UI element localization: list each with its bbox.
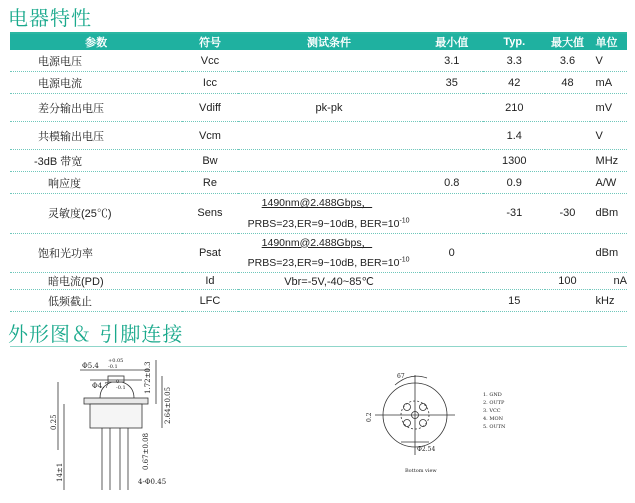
cell-typ: 1300 bbox=[483, 150, 545, 172]
cell-min bbox=[420, 150, 483, 172]
cell-param: 共模输出电压 bbox=[10, 122, 182, 150]
pin-label: 3. VCC bbox=[483, 408, 501, 414]
cell-typ: 1.4 bbox=[483, 122, 545, 150]
header-param: 参数 bbox=[10, 34, 182, 50]
dim-d47-tol: 0 bbox=[116, 379, 120, 385]
condition-line2-text: PRBS=23,ER=9~10dB, BER=10 bbox=[247, 257, 400, 269]
dim-pitch: Φ2.54 bbox=[417, 446, 436, 453]
condition-exp: -10 bbox=[399, 256, 410, 264]
header-typ: Typ. bbox=[483, 34, 545, 50]
table-row bbox=[10, 273, 627, 290]
cell-typ: 210 bbox=[483, 94, 545, 122]
dim-d54: Φ5.4 bbox=[82, 362, 99, 370]
cell-condition bbox=[238, 290, 421, 312]
dim-067: 0.67±0.08 bbox=[142, 432, 150, 470]
cell-param: 暗电流(PD) bbox=[10, 273, 182, 290]
cell-typ: 3.3 bbox=[483, 50, 545, 72]
dim-14: 14±1 bbox=[56, 462, 64, 482]
cell-unit: dBm bbox=[590, 233, 627, 273]
cell-max bbox=[545, 94, 589, 122]
cell-symbol: Vcm bbox=[182, 122, 237, 150]
cell-condition: pk-pk bbox=[238, 94, 421, 122]
condition-line2 bbox=[248, 257, 410, 269]
section-title-outline: 外形图＆ 引脚连接 bbox=[8, 322, 184, 346]
cell-unit: nA bbox=[590, 273, 627, 290]
header-min: 最小值 bbox=[420, 34, 483, 50]
dim-angle: 67 bbox=[397, 373, 405, 380]
cell-symbol: Id bbox=[182, 273, 237, 290]
flange bbox=[84, 398, 148, 404]
cell-max: 3.6 bbox=[545, 50, 589, 72]
bottom-pin bbox=[404, 420, 411, 427]
cell-param: 差分输出电压 bbox=[10, 94, 182, 122]
cell-condition bbox=[238, 194, 421, 234]
cell-min bbox=[420, 122, 483, 150]
cell-max: 100 bbox=[545, 273, 589, 290]
cell-unit: MHz bbox=[590, 150, 627, 172]
cell-unit: V bbox=[590, 50, 627, 72]
cell-max bbox=[545, 233, 589, 273]
cell-symbol: Re bbox=[182, 172, 237, 194]
cell-param: -3dB 带宽 bbox=[10, 150, 182, 172]
cell-unit: mV bbox=[590, 94, 627, 122]
cell-symbol: Bw bbox=[182, 150, 237, 172]
condition-line2-text: PRBS=23,ER=9~10dB, BER=10 bbox=[247, 217, 400, 230]
cell-symbol: Vdiff bbox=[182, 94, 237, 122]
cell-min: 0 bbox=[420, 233, 483, 273]
table-row bbox=[10, 290, 627, 312]
table-row bbox=[10, 172, 627, 194]
body bbox=[90, 404, 142, 428]
bottom-pin bbox=[404, 404, 411, 411]
header-unit: 单位 bbox=[590, 34, 627, 50]
cell-param: 电源电流 bbox=[10, 72, 182, 94]
cell-unit: A/W bbox=[590, 172, 627, 194]
cell-typ: 15 bbox=[483, 290, 545, 312]
dim-025: 0.25 bbox=[50, 414, 58, 430]
title-rule-2 bbox=[10, 346, 627, 347]
pin-label: 1. GND bbox=[483, 392, 502, 398]
table-row bbox=[10, 72, 627, 94]
cell-typ: -31 bbox=[483, 194, 545, 234]
cell-max bbox=[545, 122, 589, 150]
cell-symbol: Psat bbox=[182, 233, 237, 273]
section-title-electrical: 电器特性 bbox=[8, 6, 92, 30]
dim-d54-tol: +0.05 bbox=[108, 358, 124, 364]
table-header-row bbox=[10, 34, 627, 50]
package-side-view bbox=[50, 350, 180, 500]
cell-max: -30 bbox=[545, 194, 589, 234]
bottom-pin bbox=[420, 404, 427, 411]
cell-condition bbox=[238, 122, 421, 150]
cell-symbol: Vcc bbox=[182, 50, 237, 72]
header-condition: 测试条件 bbox=[238, 34, 421, 50]
cell-min bbox=[420, 94, 483, 122]
header-symbol: 符号 bbox=[182, 34, 237, 50]
cell-condition: Vbr=-5V,-40~85℃ bbox=[238, 273, 421, 290]
cell-max bbox=[545, 150, 589, 172]
cell-condition bbox=[238, 50, 421, 72]
table-row bbox=[10, 194, 627, 234]
cell-min: 0.8 bbox=[420, 172, 483, 194]
cell-param: 电源电压 bbox=[10, 50, 182, 72]
cell-param: 饱和光功率 bbox=[10, 233, 182, 273]
dim-264: 2.64±0.05 bbox=[164, 386, 172, 424]
cell-min: 3.1 bbox=[420, 50, 483, 72]
table-row bbox=[10, 122, 627, 150]
package-bottom-view bbox=[355, 360, 535, 490]
dim-172: 1.72±0.3 bbox=[144, 361, 152, 394]
pin-label: 5. OUTN bbox=[483, 424, 506, 430]
bottom-view-label: Bottom view bbox=[405, 468, 437, 474]
bottom-pin bbox=[420, 420, 427, 427]
cell-min bbox=[420, 273, 483, 290]
condition-line2 bbox=[248, 218, 410, 230]
condition-line1: 1490nm@2.488Gbps， bbox=[261, 236, 373, 249]
table-row bbox=[10, 233, 627, 273]
condition-line1: 1490nm@2.488Gbps， bbox=[261, 197, 373, 209]
cell-param: 灵敏度(25℃) bbox=[10, 194, 182, 234]
cell-typ bbox=[483, 233, 545, 273]
cell-symbol: Sens bbox=[182, 194, 237, 234]
table-row bbox=[10, 50, 627, 72]
cell-max bbox=[545, 172, 589, 194]
dim-d47: Φ4.7 bbox=[92, 382, 109, 390]
cell-min: 35 bbox=[420, 72, 483, 94]
cell-unit: dBm bbox=[590, 194, 627, 234]
dim-02: 0.2 bbox=[366, 412, 373, 422]
cell-typ bbox=[483, 273, 545, 290]
cell-min bbox=[420, 290, 483, 312]
cell-symbol: LFC bbox=[182, 290, 237, 312]
cell-param: 低频截止 bbox=[10, 290, 182, 312]
table-row bbox=[10, 94, 627, 122]
dim-d54-tol2: -0.1 bbox=[108, 364, 118, 370]
cell-typ: 42 bbox=[483, 72, 545, 94]
cell-param: 响应度 bbox=[10, 172, 182, 194]
cell-condition bbox=[238, 172, 421, 194]
dim-pins: 4-Φ0.45 bbox=[138, 478, 167, 486]
spec-table bbox=[10, 34, 627, 312]
cell-unit: kHz bbox=[590, 290, 627, 312]
pin-label: 2. OUTP bbox=[483, 400, 505, 406]
cell-condition bbox=[238, 233, 421, 273]
cell-typ: 0.9 bbox=[483, 172, 545, 194]
cell-max: 48 bbox=[545, 72, 589, 94]
pin-label: 4. MON bbox=[483, 416, 503, 422]
cell-condition bbox=[238, 150, 421, 172]
cell-min bbox=[420, 194, 483, 234]
cell-condition bbox=[238, 72, 421, 94]
table-row bbox=[10, 150, 627, 172]
cell-unit: mA bbox=[590, 72, 627, 94]
cell-max bbox=[545, 290, 589, 312]
header-max: 最大值 bbox=[545, 34, 589, 50]
cell-symbol: Icc bbox=[182, 72, 237, 94]
condition-exp: -10 bbox=[399, 217, 410, 224]
dim-d47-tol2: -0.1 bbox=[116, 385, 126, 391]
cell-unit: V bbox=[590, 122, 627, 150]
